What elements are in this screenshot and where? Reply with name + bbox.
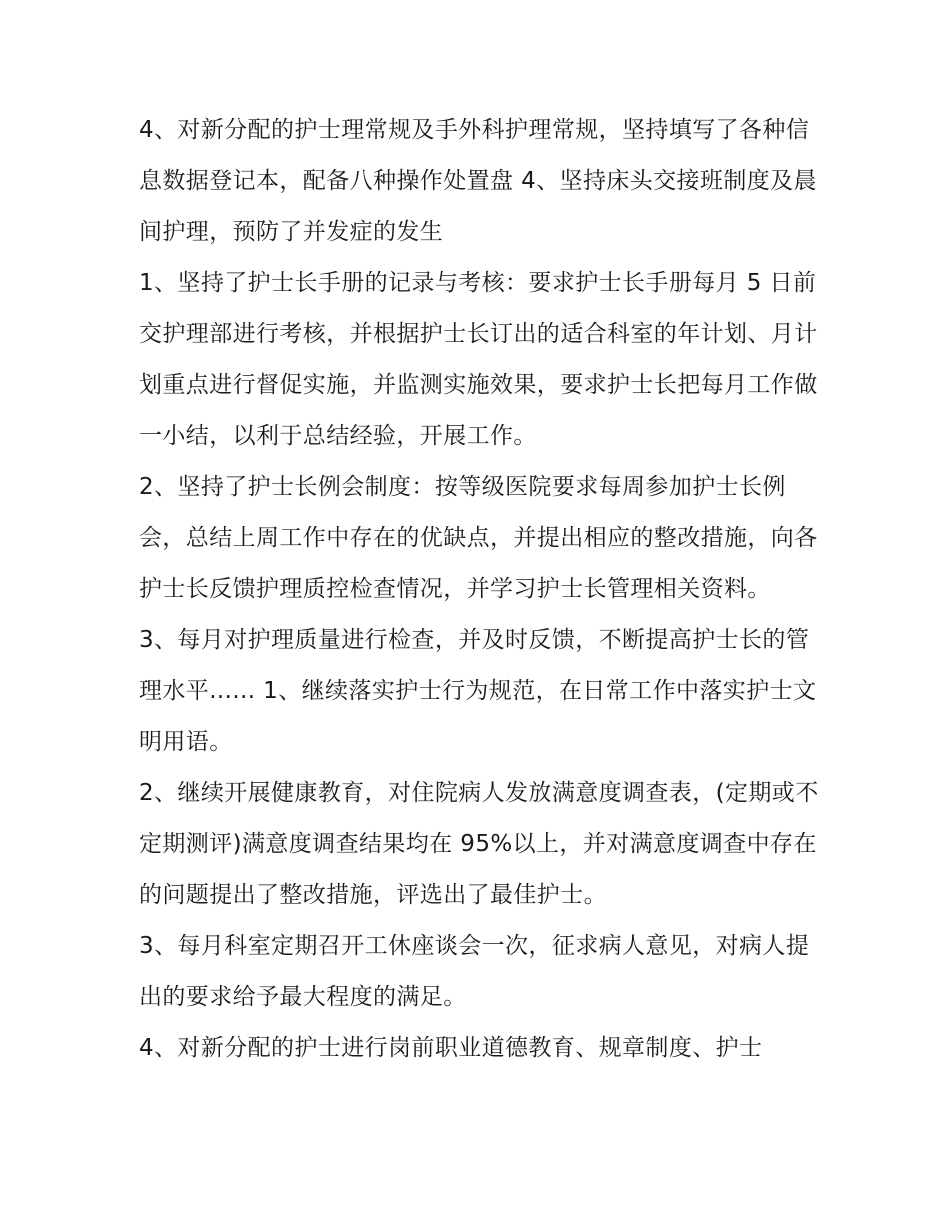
paragraph-3: 2、坚持了护士长例会制度：按等级医院要求每周参加护士长例会，总结上周工作中存在的优缺点，并提出相应的整改措施，向各护士长反馈护理质控检查情况，并学习护士长管理相关资料。 bbox=[139, 474, 818, 602]
paragraph-5: 2、继续开展健康教育，对住院病人发放满意度调查表，(定期或不定期测评)满意度调查结果均在 95%以上，并对满意度调查中存在的问题提出了整改措施，评选出了最佳护士。 bbox=[139, 780, 819, 908]
paragraph-1: 4、对新分配的护士理常规及手外科护理常规，坚持填写了各种信息数据登记本，配备八种操作处置盘 4、坚持床头交接班制度及晨间护理，预防了并发症的发生 bbox=[139, 117, 817, 245]
document-body bbox=[139, 105, 819, 1074]
paragraph-6: 3、每月科室定期召开工休座谈会一次，征求病人意见，对病人提出的要求给予最大程度的满足。 bbox=[139, 933, 810, 1010]
paragraph-7: 4、对新分配的护士进行岗前职业道德教育、规章制度、护士 bbox=[139, 1035, 763, 1061]
paragraph-4: 3、每月对护理质量进行检查，并及时反馈，不断提高护士长的管理水平...... 1、继续落实护士行为规范，在日常工作中落实护士文明用语。 bbox=[139, 627, 817, 755]
paragraph-2: 1、坚持了护士长手册的记录与考核：要求护士长手册每月 5 日前交护理部进行考核，并根据护士长订出的适合科室的年计划、月计划重点进行督促实施，并监测实施效果，要求护士长把每月工作做一小结，以利于总结经验，开展工作。 bbox=[139, 270, 818, 449]
